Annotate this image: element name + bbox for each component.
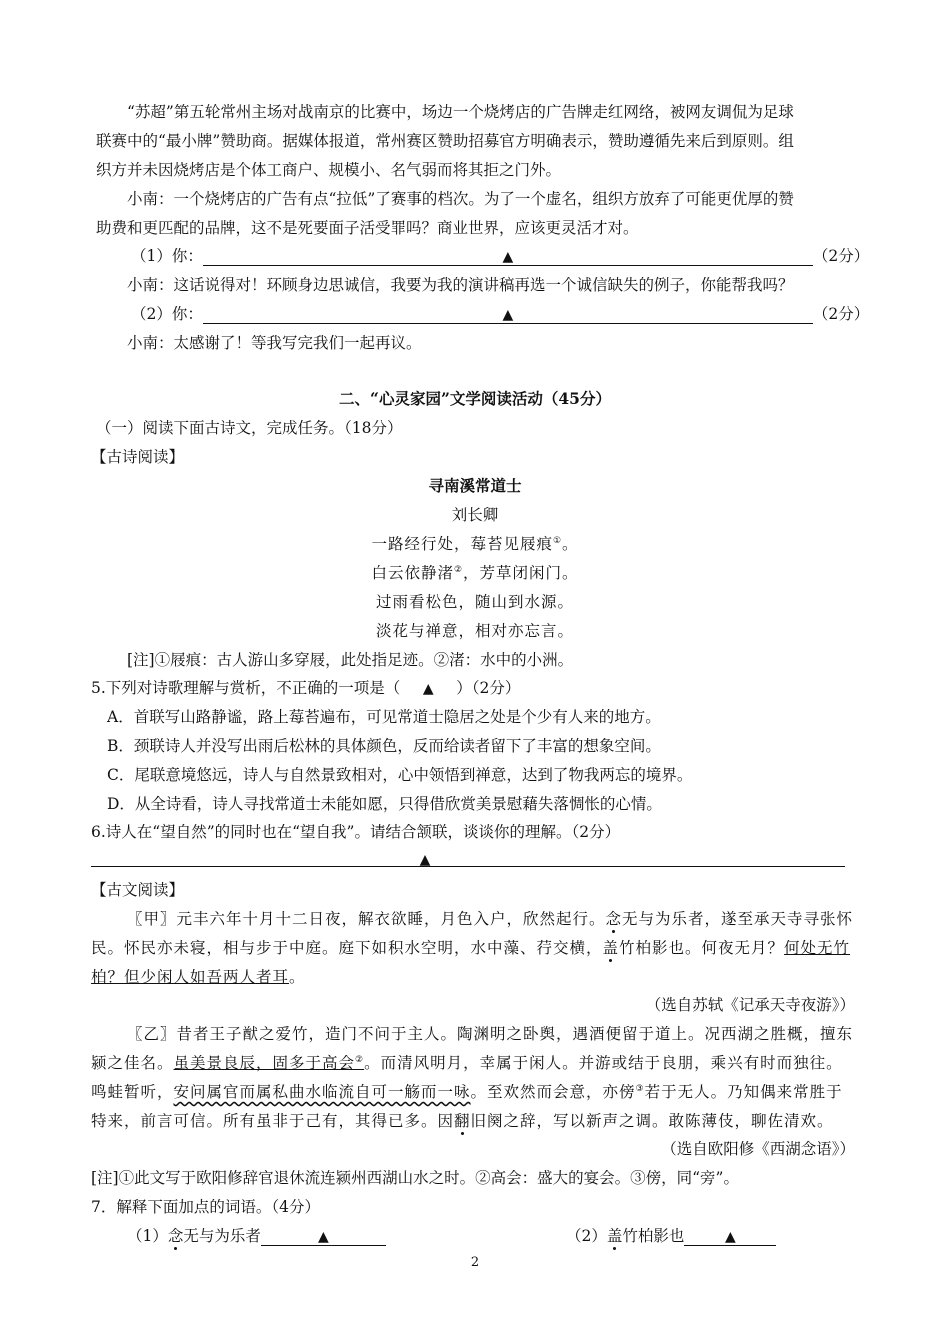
passage-line: “苏超”第五轮常州主场对战南京的比赛中，场边一个烧烤店的广告牌走红网络，被网友调侃为足球 [127,103,794,121]
answer-blank-7-1[interactable] [261,1226,386,1246]
score-label: （2分） [812,247,870,265]
passage-line: 联赛中的“最小牌”赞助商。据媒体报道，常州赛区赞助招募官方明确表示，赞助遵循先来后到原则。组 [96,132,794,150]
subsection-title: （一）阅读下面古诗文，完成任务。（18分） [96,419,403,437]
source-jia: （选自苏轼《记承天寺夜游》） [645,996,855,1014]
underlined-sentence: 虽美景良辰，固多于高会② [173,1054,365,1072]
answer-line-6 [91,866,845,867]
answer-triangle-icon: ▲ [725,1229,736,1245]
page-number: 2 [470,1255,480,1270]
answer-label: （1）你： [131,247,203,265]
passage-line: 织方并未因烧烤店是个体工商户、规模小、名气弱而将其拒之门外。 [96,161,562,179]
question-7-stem: 7．解释下面加点的词语。（4分） [91,1198,320,1216]
answer-triangle-icon: ▲ [502,307,514,323]
question-5-stem: 5.下列对诗歌理解与赏析，不正确的一项是（ ▲ ）（2分） [91,679,521,697]
tag-poem: 【古诗阅读】 [91,448,185,466]
jia-line: 柏？但少闲人如吾两人者耳。 [91,968,306,986]
tag-classical: 【古文阅读】 [91,881,185,899]
answer-blank-7-2[interactable] [684,1226,776,1246]
q7-item-2: （2）盖竹柏影也 ▲ [566,1226,846,1246]
jia-line: 民。怀民亦未寝，相与步于中庭。庭下如积水空明，水中藻、荇交横，盖竹柏影也。何夜无月？何处无竹 [91,939,851,957]
answer-blank-2[interactable] [203,304,813,324]
answer-triangle-icon: ▲ [318,1229,329,1245]
answer-row-2 [131,304,871,324]
underlined-sentence: 何处无竹 [784,939,851,957]
yi-line: 鸣蛙暂听，安问属官而属私曲水临流自可一觞而一咏。至欢然而会意，亦傍③若于无人。乃知偶来常胜于 [91,1083,843,1101]
jia-line: 〖甲〗元丰六年十月十二日夜，解衣欲睡，月色入户，欣然起行。念无与为乐者，遂至承天寺寻张怀 [127,910,854,928]
answer-label: （2）你： [131,305,203,323]
answer-triangle-icon: ▲ [422,681,434,697]
yi-line: 〖乙〗昔者王子猷之爱竹，造门不问于主人。陶渊明之卧舆，遇酒便留于道上。况西湖之胜概，擅东 [127,1025,854,1043]
answer-row-1 [131,246,871,266]
classical-note: [注]①此文写于欧阳修辞官退休流连颍州西湖山水之时。②高会：盛大的宴会。③傍，同“旁”。 [91,1169,739,1187]
option-a[interactable]: A．首联写山路静谧，路上莓苔遍布，可见常道士隐居之处是个少有人来的地方。 [107,708,661,726]
source-yi: （选自欧阳修《西湖念语》） [661,1140,855,1158]
answer-blank-1[interactable] [203,246,813,266]
answer-blank-5[interactable] [400,678,456,699]
dialogue-line: 小南：一个烧烤店的广告有点“拉低”了赛事的档次。为了一个虚名，组织方放弃了可能更优厚的赞 [127,190,794,208]
dotted-char: 盖 [602,939,620,957]
poem-author: 刘长卿 [451,506,499,524]
answer-triangle-icon: ▲ [502,249,514,265]
poem-line: 白云依静渚②，芳草闭闲门。 [371,564,579,582]
underlined-sentence: 柏？但少闲人如吾两人者耳 [91,968,290,986]
option-b[interactable]: B．颈联诗人并没写出雨后松林的具体颜色，反而给读者留下了丰富的想象空间。 [107,737,661,755]
dialogue-line: 助费和更匹配的品牌，这不是死要面子活受罪吗？商业世界，应该更灵活才对。 [96,219,639,237]
question-6-stem: 6.诗人在“望自然”的同时也在“望自我”。请结合颔联，谈谈你的理解。（2分） [91,823,621,841]
yi-line: 特来，前言可信。所有虽非于己有，其得已多。因翻旧阕之辞，写以新声之调。敢陈薄伎，聊佐清欢。 [91,1112,834,1130]
poem-line: 淡花与禅意，相对亦忘言。 [375,622,574,640]
option-d[interactable]: D．从全诗看，诗人寻找常道士未能如愿，只得借欣赏美景慰藉失落惆怅的心情。 [107,795,662,813]
q7-item-1: （1）念无与为乐者 ▲ [127,1226,427,1246]
dotted-char: 念 [167,1227,184,1245]
dotted-char: 盖 [606,1227,623,1245]
dotted-char: 念 [605,910,623,928]
section-title: 二、“心灵家园”文学阅读活动（45分） [339,389,611,408]
poem-line: 一路经行处，莓苔见屐痕①。 [371,535,579,553]
answer-triangle-icon: ▲ [419,852,431,868]
score-label: （2分） [812,305,870,323]
option-c[interactable]: C．尾联意境悠远，诗人与自然景致相对，心中领悟到禅意，达到了物我两忘的境界。 [107,766,693,784]
wavy-underlined-sentence: 安问属官而属私曲水临流自可一觞而一咏 [173,1083,471,1101]
poem-line: 过雨看松色，随山到水源。 [375,593,574,611]
dotted-char: 翻 [454,1112,471,1130]
poem-title: 寻南溪常道士 [428,476,522,495]
poem-note: [注]①屐痕：古人游山多穿屐，此处指足迹。②渚：水中的小洲。 [127,651,574,669]
dialogue-line: 小南：太感谢了！等我写完我们一起再议。 [127,334,422,352]
dialogue-line: 小南：这话说得对！环顾身边思诚信，我要为我的演讲稿再选一个诚信缺失的例子，你能帮我吗？ [127,276,794,294]
yi-line: 颍之佳名。虽美景良辰，固多于高会②。而清风明月，幸属于闲人。并游或结于良朋，乘兴有时而独往。 [91,1054,843,1072]
